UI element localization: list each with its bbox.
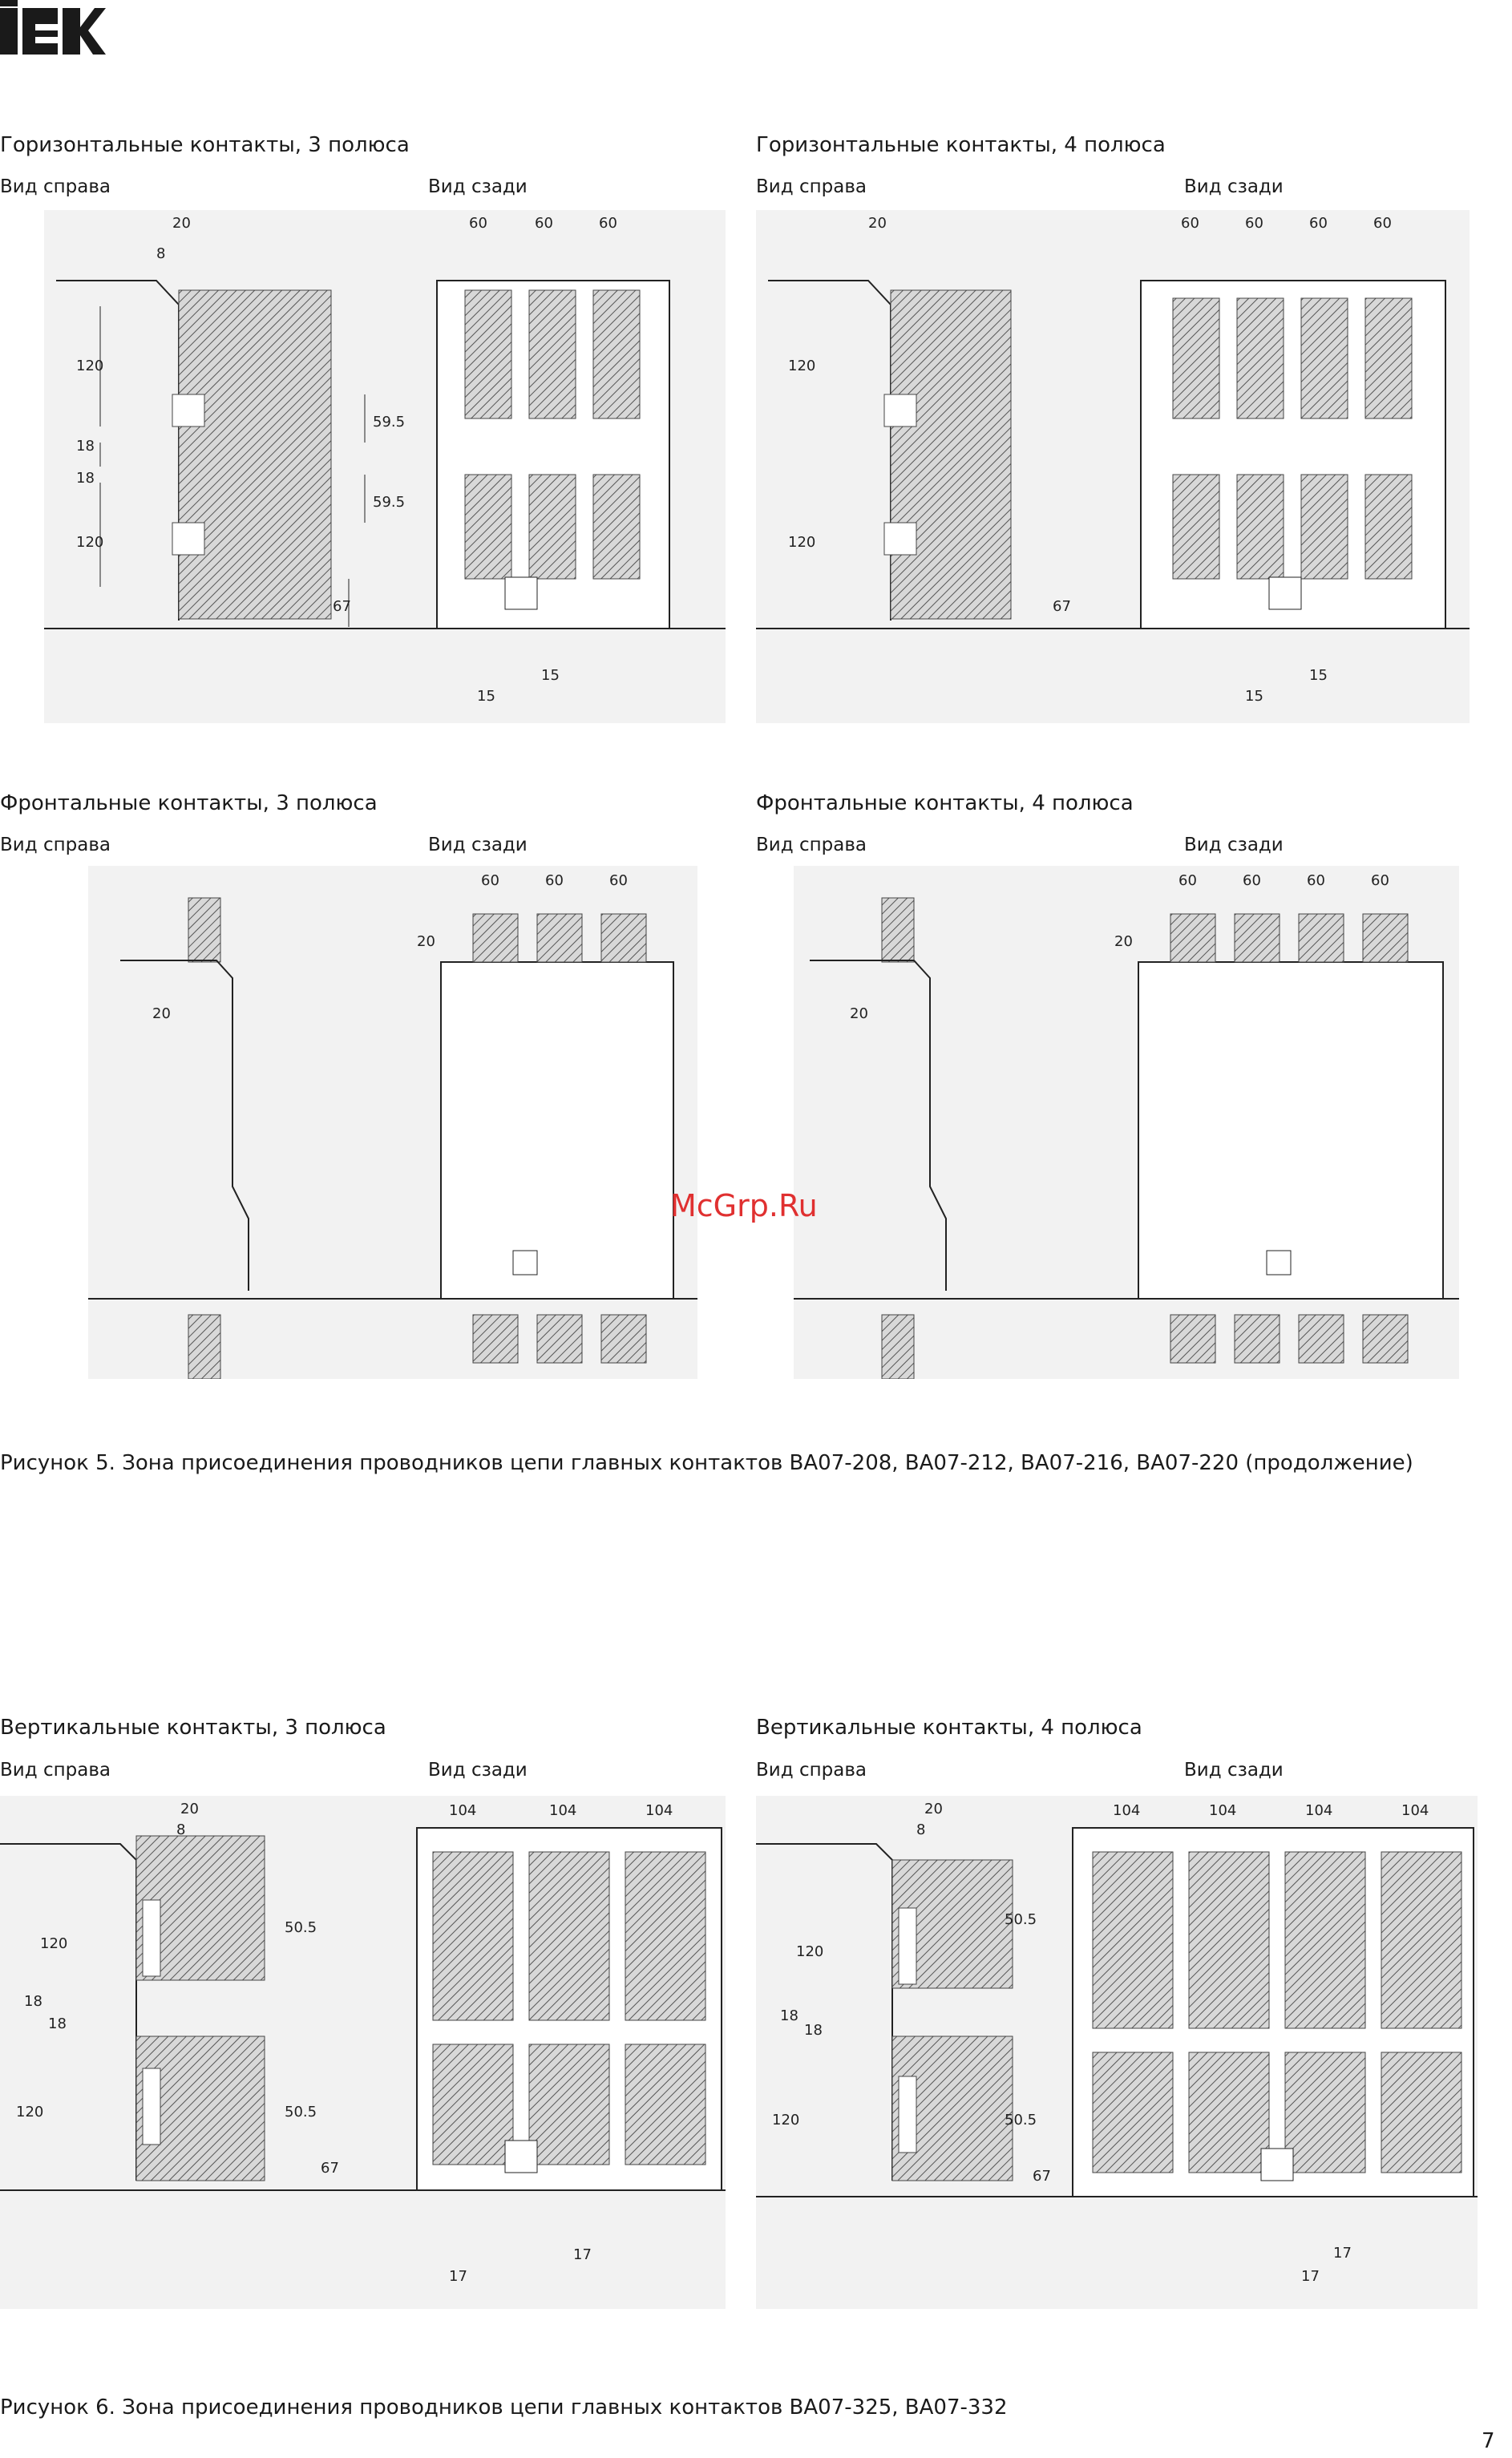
dim-8: 8 [156, 245, 166, 262]
dim-60: 60 [481, 872, 499, 889]
view-label-side: Вид справа [0, 1760, 111, 1781]
view-label-back: Вид сзади [428, 835, 528, 855]
drawing-vertical-3-poles [0, 1796, 726, 2309]
page-number: 7 [1482, 2429, 1495, 2453]
dim-60: 60 [545, 872, 564, 889]
figure-caption: Рисунок 5. Зона присоединения проводников цепи главных контактов ВА07-208, ВА07-212, ВА07-216, ВА07-220 (продолжение) [0, 1451, 1413, 1475]
drawing-frontal-3-poles [88, 866, 697, 1379]
dim-18: 18 [76, 470, 95, 487]
dim-60: 60 [1178, 872, 1197, 889]
dim-120: 120 [788, 358, 816, 374]
dim-20: 20 [180, 1801, 199, 1817]
block-title-horizontal-4: Горизонтальные контакты, 4 полюса [756, 133, 1166, 157]
dim-67: 67 [333, 598, 351, 615]
block-title-frontal-4: Фронтальные контакты, 4 полюса [756, 791, 1134, 815]
drawing-frontal-4-poles [794, 866, 1459, 1379]
dim-20: 20 [850, 1005, 868, 1022]
dim-60: 60 [1373, 215, 1392, 232]
dim-50-5: 50.5 [1005, 2112, 1037, 2129]
dim-15: 15 [1245, 688, 1263, 705]
drawing-horizontal-4-poles [756, 210, 1470, 723]
dim-60: 60 [609, 872, 628, 889]
drawing-horizontal-3-poles [44, 210, 726, 723]
dim-20: 20 [152, 1005, 171, 1022]
dim-20: 20 [924, 1801, 943, 1817]
dim-104: 104 [1209, 1802, 1237, 1819]
dim-120: 120 [76, 534, 104, 551]
dim-15: 15 [541, 667, 560, 684]
dim-18: 18 [804, 2022, 823, 2039]
view-label-side: Вид справа [0, 835, 111, 855]
view-label-back: Вид сзади [428, 1760, 528, 1781]
dim-17: 17 [1333, 2245, 1352, 2262]
dim-67: 67 [1033, 2168, 1051, 2185]
dim-18: 18 [48, 2015, 67, 2032]
dim-59-5: 59.5 [373, 414, 406, 431]
dim-120: 120 [788, 534, 816, 551]
view-label-back: Вид сзади [428, 176, 528, 197]
dim-60: 60 [1307, 872, 1325, 889]
dim-20: 20 [172, 215, 191, 232]
dim-15: 15 [1309, 667, 1328, 684]
block-title-horizontal-3: Горизонтальные контакты, 3 полюса [0, 133, 410, 157]
dim-60: 60 [535, 215, 553, 232]
dim-18: 18 [780, 2007, 798, 2024]
figure-caption: Рисунок 6. Зона присоединения проводников цепи главных контактов ВА07-325, ВА07-332 [0, 2395, 1008, 2420]
dim-60: 60 [1309, 215, 1328, 232]
block-title-vertical-3: Вертикальные контакты, 3 полюса [0, 1716, 386, 1740]
watermark: McGrp.Ru [670, 1188, 818, 1223]
dim-50-5: 50.5 [285, 2104, 317, 2120]
view-label-side: Вид справа [756, 1760, 867, 1781]
block-title-vertical-4: Вертикальные контакты, 4 полюса [756, 1716, 1142, 1740]
dim-50-5: 50.5 [1005, 1911, 1037, 1928]
dim-120: 120 [76, 358, 104, 374]
dim-60: 60 [599, 215, 617, 232]
dim-18: 18 [24, 1993, 42, 2010]
dim-67: 67 [321, 2160, 339, 2177]
view-label-back: Вид сзади [1184, 835, 1284, 855]
block-title-frontal-3: Фронтальные контакты, 3 полюса [0, 791, 378, 815]
view-label-side: Вид справа [756, 176, 867, 197]
iek-logo [0, 0, 106, 56]
dim-120: 120 [16, 2104, 44, 2120]
dim-104: 104 [645, 1802, 673, 1819]
dim-104: 104 [449, 1802, 477, 1819]
dim-59-5: 59.5 [373, 494, 406, 511]
dim-17: 17 [573, 2246, 592, 2263]
dim-15: 15 [477, 688, 495, 705]
dim-17: 17 [1301, 2268, 1320, 2285]
dim-104: 104 [1401, 1802, 1429, 1819]
dim-60: 60 [1371, 872, 1389, 889]
dim-8: 8 [916, 1821, 926, 1838]
dim-60: 60 [1181, 215, 1199, 232]
view-label-side: Вид справа [756, 835, 867, 855]
view-label-back: Вид сзади [1184, 1760, 1284, 1781]
dim-67: 67 [1053, 598, 1071, 615]
dim-60: 60 [1243, 872, 1261, 889]
dim-120: 120 [796, 1943, 824, 1960]
dim-18: 18 [76, 438, 95, 455]
dim-120: 120 [40, 1935, 68, 1952]
dim-104: 104 [1305, 1802, 1333, 1819]
dim-120: 120 [772, 2112, 800, 2129]
dim-60: 60 [469, 215, 487, 232]
view-label-back: Вид сзади [1184, 176, 1284, 197]
dim-104: 104 [1113, 1802, 1141, 1819]
dim-60: 60 [1245, 215, 1263, 232]
dim-20: 20 [868, 215, 887, 232]
dim-104: 104 [549, 1802, 577, 1819]
dim-20: 20 [1114, 933, 1133, 950]
drawing-vertical-4-poles [756, 1796, 1478, 2309]
dim-8: 8 [176, 1821, 186, 1838]
dim-20: 20 [417, 933, 435, 950]
dim-17: 17 [449, 2268, 467, 2285]
view-label-side: Вид справа [0, 176, 111, 197]
dim-50-5: 50.5 [285, 1919, 317, 1936]
